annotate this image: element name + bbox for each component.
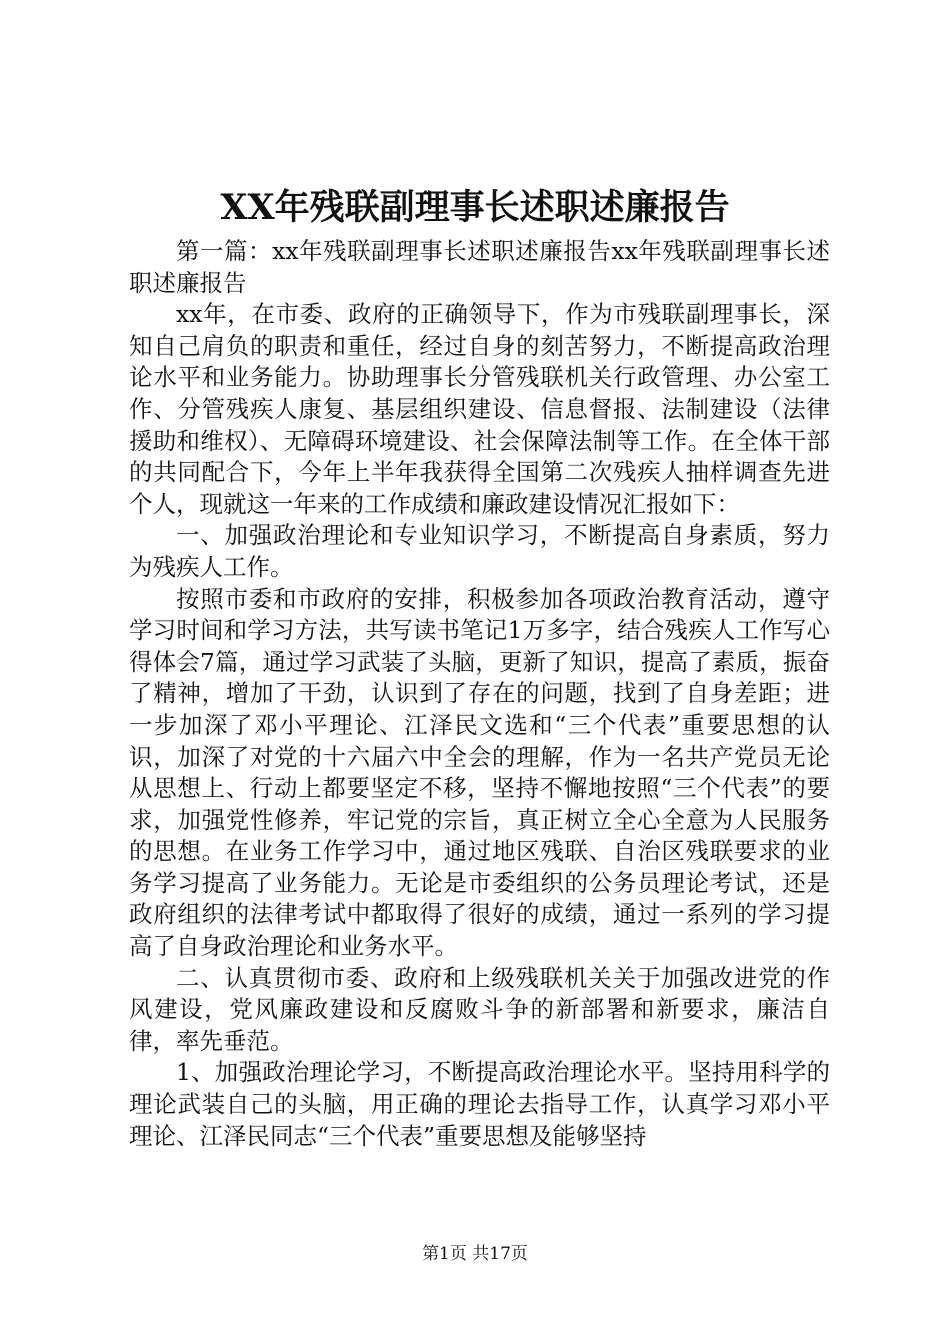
section-heading-2: 二、认真贯彻市委、政府和上级残联机关关于加强改进党的作风建设，党风廉政建设和反腐败斗争的新部署和新要求，廉洁自律，率先垂范。 (129, 963, 830, 1055)
paragraph-study: 按照市委和市政府的安排，积极参加各项政治教育活动，遵守学习时间和学习方法，共写读书笔记1万多字，结合残疾人工作写心得体会7篇，通过学习武装了头脑，更新了知识，提高了素质，振奋了精神，增加了干劲，认识到了存在的问题，找到了自身差距；进一步加深了邓小平理论、江泽民文选和“三个代表”重要思想的认识，加深了对党的十六届六中全会的理解，作为一名共产党员无论从思想上、行动上都要坚定不移，坚持不懈地按照“三个代表”的要求，加强党性修养，牢记党的宗旨，真正树立全心全意为人民服务的思想。在业务工作学习中，通过地区残联、自治区残联要求的业务学习提高了业务能力。无论是市委组织的公务员理论考试，还是政府组织的法律考试中都取得了很好的成绩，通过一系列的学习提高了自身政治理论和业务水平。 (129, 584, 830, 961)
document-title: XX年残联副理事长述职述廉报告 (220, 187, 730, 228)
paragraph-intro: 第一篇：xx年残联副理事长述职述廉报告xx年残联副理事长述职述廉报告 (129, 237, 830, 297)
section-heading-1: 一、加强政治理论和专业知识学习，不断提高自身素质，努力为残疾人工作。 (129, 521, 830, 581)
page-number: 第1页 共17页 (422, 1244, 528, 1264)
paragraph-overview: xx年，在市委、政府的正确领导下，作为市残联副理事长，深知自己肩负的职责和重任，经过自身的刻苦努力，不断提高政治理论水平和业务能力。协助理事长分管残联机关行政管理、办公室工作、分管残疾人康复、基层组织建设、信息督报、法制建设（法律援助和维权）、无障碍环境建设、社会保障法制等工作。在全体干部的共同配合下，今年上半年我获得全国第二次残疾人抽样调查先进个人，现就这一年来的工作成绩和廉政建设情况汇报如下： (129, 300, 830, 518)
paragraph-point-1: 1、加强政治理论学习，不断提高政治理论水平。坚持用科学的理论武装自己的头脑，用正确的理论去指导工作，认真学习邓小平理论、江泽民同志“三个代表”重要思想及能够坚持 (129, 1058, 830, 1150)
document-body (129, 236, 830, 1152)
